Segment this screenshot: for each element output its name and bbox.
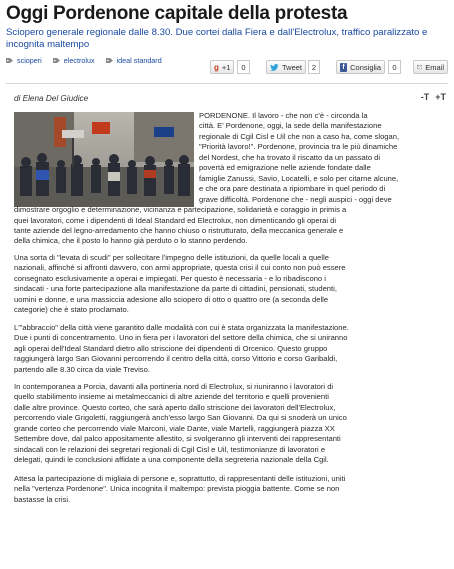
- text-line: consegnato esclusivamente a operai e impiegati. Per questo è necessaria - e lo ribadiscono i: [14, 273, 326, 283]
- article-paragraph: [14, 253, 346, 316]
- text-line: nella "vertenza Pordenone". Unica incognita il maltempo: prevista pioggia battente. Come se non: [14, 484, 340, 494]
- google-plus-button[interactable]: [210, 60, 234, 74]
- facebook-icon: f: [340, 63, 347, 72]
- text-line: delegati, quindi le conclusioni affidate a una componente della segreteria nazionale della Cgil.: [14, 455, 329, 465]
- tag-link-scioperi[interactable]: [6, 54, 42, 66]
- text-line: dimostrare orgoglio e determinazione, vicinanza e partecipazione, solidarietà e coraggio in primis a: [14, 205, 347, 215]
- facebook-label: Consiglia: [350, 62, 381, 72]
- text-line: e che ora pare destinata a ripiombare in quel periodo di: [199, 184, 386, 194]
- article-paragraph: [14, 474, 345, 505]
- decrease-text-size-button[interactable]: -T: [420, 92, 430, 102]
- tweet-count: 2: [308, 60, 320, 74]
- text-size-controls: [421, 92, 446, 102]
- text-line: grave difficoltà. Pordenone che - negli auspici - oggi deve: [199, 194, 392, 204]
- text-line: partendo alle 8.30 circa da viale Treviso.: [14, 364, 150, 374]
- text-line: quei lavoratori, come i dipendenti di Ideal Standard ed Electrolux, non dimenticando gli operai di: [14, 215, 337, 225]
- text-line: nazionali, affinché si affronti davvero, con armi appropriate, questa crisi il cui conto non può essere: [14, 263, 346, 273]
- text-line: famiglie Zanussi, Savio, Locatelli, e solo per citarne alcune,: [199, 173, 399, 183]
- text-line: del Nordest, che ha trovato il riscatto da un passato di: [199, 152, 381, 162]
- text-line: L'"abbraccio" della città viene garantito dalle modalità con cui è stata organizzata la manifestazione.: [14, 323, 349, 332]
- article-headline: Oggi Pordenone capitale della protesta: [6, 3, 348, 24]
- google-plus-count: 0: [237, 60, 250, 74]
- text-line: In contemporanea a Porcia, davanti alla portineria nord di Electrolux, si riuniranno i lavoratori di: [14, 382, 334, 391]
- facebook-like-button[interactable]: [336, 60, 385, 74]
- text-line: Attesa la partecipazione di migliaia di persone e, soprattutto, di rappresentanti delle istituzioni, uniti: [14, 474, 346, 483]
- tag-icon: [106, 57, 114, 64]
- email-button[interactable]: [413, 60, 448, 74]
- text-line: della chimica, che il posto lo hanno già perduto o lo stanno perdendo.: [14, 236, 248, 246]
- text-line: PORDENONE. Il lavoro - che non c'è - circonda la: [199, 111, 368, 120]
- text-line: città. E' Pordenone, oggi, la sede della manifestazione: [199, 121, 382, 131]
- facebook-count: 0: [388, 60, 401, 74]
- social-share-bar: [210, 60, 448, 74]
- text-line: sindacali con le relazioni dei segretari regionali di Cgil Cisl e Uil, testimonianze di lavoratori e: [14, 444, 326, 454]
- text-line: grande corteo che percorrendo viale Marconi, viale Dante, viale Martelli, raggiungerà piazza XX: [14, 423, 335, 433]
- text-line: uomini e donne, e una massiccia adesione allo sciopero di otto o quattro ore (a seconda delle: [14, 294, 329, 304]
- text-line: quello stabilimento insieme ai metalmeccanici di altre aziende del territorio e quelli provenienti: [14, 392, 329, 402]
- subhead-line: Sciopero generale regionale dalle 8.30. Due cortei dalla Fiera e dall'Electrolux, traffico paralizzato e: [6, 27, 428, 38]
- tag-label: scioperi: [17, 55, 42, 65]
- text-line: bastasse la crisi.: [14, 494, 71, 504]
- text-line: "Priorità lavoro!". Pordenone, provincia tra le più dinamiche: [199, 142, 398, 152]
- article-paragraph: [14, 111, 399, 247]
- text-line: sindacati - una forte partecipazione alla manifestazione da parte di cittadini, pensionati, studenti,: [14, 284, 337, 294]
- article-subheadline: [6, 27, 446, 51]
- subhead-line: incognita maltempo: [6, 39, 90, 50]
- google-plus-icon: g: [214, 62, 219, 72]
- text-line: Due i punti di concentramento. Uno in fiera per i lavoratori del settore della chimica, che si uniranno: [14, 333, 348, 343]
- tweet-label: Tweet: [281, 62, 302, 72]
- article-paragraph: [14, 382, 347, 466]
- text-line: agli operai dell'Ideal Standard dietro allo striscione dei dipendenti di Orcenico. Questo gruppo: [14, 343, 328, 353]
- tag-list: [6, 54, 162, 66]
- google-plus-label: +1: [221, 62, 231, 72]
- tag-link-electrolux[interactable]: [53, 54, 95, 66]
- text-line: dalle altre province. Questo corteo, che sarà aperto dallo striscione dei lavoratori dell'Electrolux,: [14, 402, 336, 412]
- text-line: povertà ed emigrazione nelle aziende fondate dalle: [199, 163, 371, 173]
- text-line: categorie) che è stato proclamato.: [14, 305, 129, 315]
- text-line: percorrendo viale Grigoletti, raggiungerà anch'esso largo San Giovanni. Da qui si snoderà un unico: [14, 413, 347, 423]
- increase-text-size-button[interactable]: +T: [435, 92, 446, 102]
- tag-label: electrolux: [63, 55, 95, 65]
- email-label: Email: [425, 62, 444, 72]
- twitter-bird-icon: [270, 63, 279, 72]
- text-line: tante aziende del legno-arredamento che hanno chiuso o ristrutturato, della meccanica generale e: [14, 225, 344, 235]
- text-line: Settembre dove, dal palco appositamente allestito, si svolgeranno gli interventi dei rappresentanti: [14, 434, 341, 444]
- article-paragraph: [14, 323, 349, 375]
- tweet-button[interactable]: [266, 60, 306, 74]
- header-divider: [6, 83, 448, 84]
- text-line: regionale di Cgil Cisl e Uil che non a caso ha, come slogan,: [199, 131, 400, 141]
- text-line: raggiungerà largo San Giovanni percorrendo il centro della città, corso Vittorio e corso Garibaldi,: [14, 354, 338, 364]
- article-byline: di Elena Del Giudice: [14, 94, 89, 103]
- text-line: Una sorta di "levata di scudi" per sollecitare l'impegno delle istituzioni, da quelle locali a quelle: [14, 253, 329, 262]
- tag-label: ideal standard: [116, 55, 162, 65]
- tag-link-ideal-standard[interactable]: [106, 54, 162, 66]
- tag-icon: [6, 57, 14, 64]
- tag-icon: [53, 57, 61, 64]
